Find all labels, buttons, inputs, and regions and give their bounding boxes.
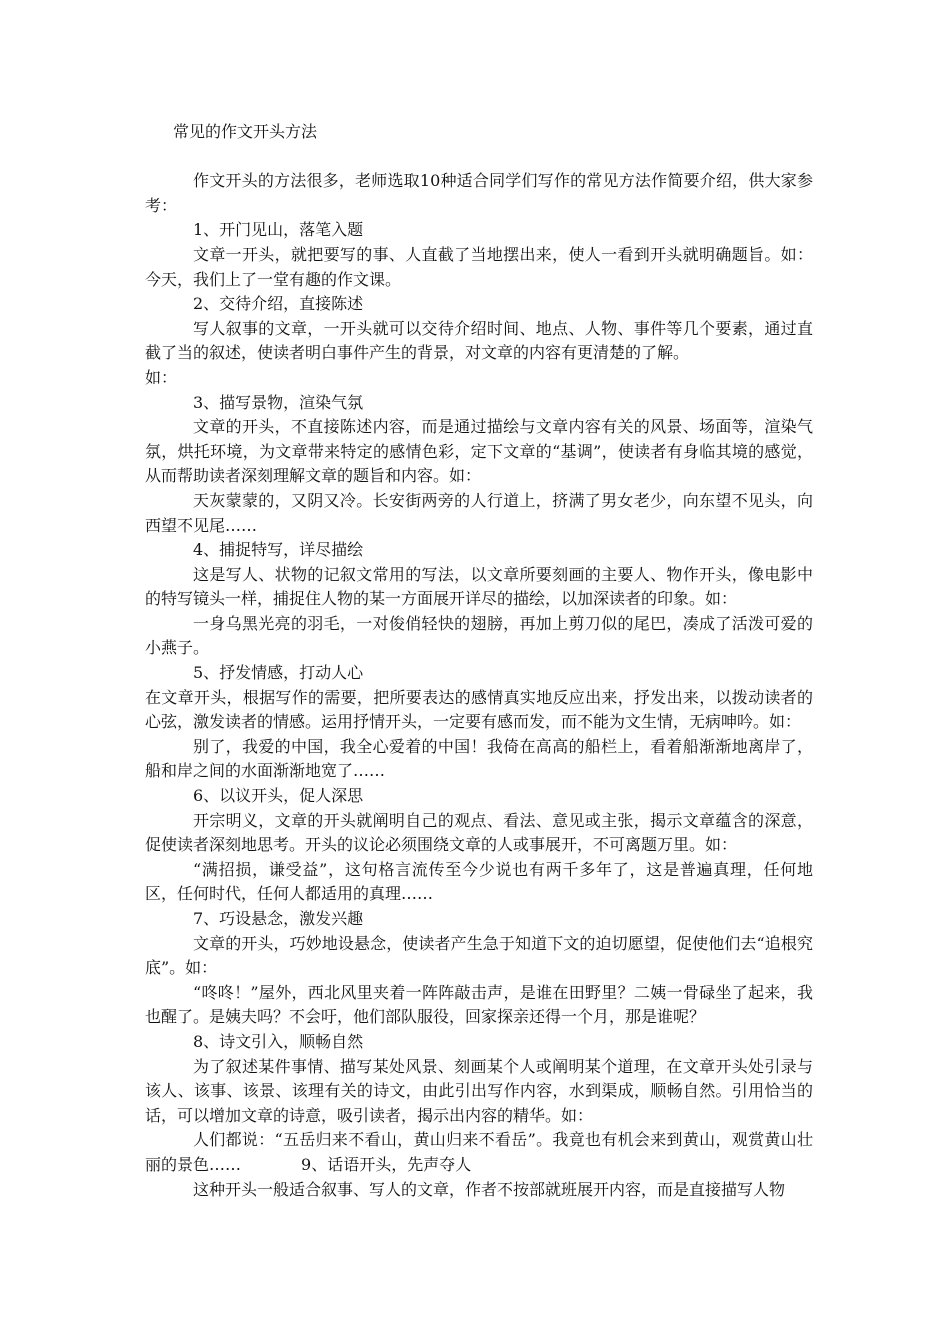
section-9-body: 这种开头一般适合叙事、写人的文章，作者不按部就班展开内容，而是直接描写人物: [193, 1179, 786, 1199]
section-8-heading: 8、诗文引入，顺畅自然: [193, 1031, 364, 1051]
intro-paragraph: 作文开头的方法很多，老师选取10种适合同学们写作的常见方法作简要介绍，供大家参考：: [145, 171, 813, 215]
section-8-body: 为了叙述某件事情、描写某处风景、刻画某个人或阐明某个道理，在文章开头处引录与该人、该事、该景、该理有关的诗文，由此引出写作内容，水到渠成，顺畅自然。引用恰当的话，可以增加文章的诗意，吸引读者，揭示出内容的精华。如：: [145, 1056, 813, 1125]
section-6-heading: 6、以议开头，促人深思: [193, 786, 364, 806]
document-page: [145, 120, 813, 1202]
section-1-body: 文章一开头，就把要写的事、人直截了当地摆出来，使人一看到开头就明确题旨。如：今天，我们上了一堂有趣的作文课。: [145, 244, 813, 289]
section-6-body: 开宗明义，文章的开头就阐明自己的观点、看法、意见或主张，揭示文章蕴含的深意，促使读者深刻地思考。开头的议论必须围绕文章的人或事展开，不可离题万里。如：: [145, 810, 813, 855]
section-8-example-paragraph: [145, 1128, 813, 1177]
section-7-body: 文章的开头，巧妙地设悬念，使读者产生急于知道下文的迫切愿望，促使他们去“追根究底”。如：: [145, 933, 813, 978]
section-6-example: “满招损，谦受益”，这句格言流传至今少说也有两千多年了，这是普遍真理，任何地区，任何时代，任何人都适用的真理……: [145, 859, 813, 904]
section-3-body: 文章的开头，不直接陈述内容，而是通过描绘与文章内容有关的风景、场面等，渲染气氛，烘托环境，为文章带来特定的感情色彩，定下文章的“基调”，使读者有身临其境的感觉，从而帮助读者深刻理解文章的题旨和内容。如：: [145, 417, 813, 486]
section-9-heading: 9、话语开头，先声夺人: [301, 1154, 472, 1174]
section-5-heading: 5、抒发情感，打动人心: [193, 663, 364, 683]
section-7-example: “咚咚！”屋外，西北风里夹着一阵阵敲击声，是谁在田野里？二姨一骨碌坐了起来，我也醒了。是姨夫吗？不会吁，他们部队服役，回家探亲还得一个月，那是谁呢？: [145, 982, 813, 1027]
section-2-heading: 2、交待介绍，直接陈述: [193, 294, 364, 314]
section-4-heading: 4、捕捉特写，详尽描绘: [193, 540, 364, 560]
section-5-body: 在文章开头，根据写作的需要，把所要表达的感情真实地反应出来，抒发出来，以拨动读者的心弦，激发读者的情感。运用抒情开头，一定要有感而发，而不能为文生情，无病呻吟。如：: [145, 687, 813, 732]
section-2-example-label: 如：: [145, 367, 178, 387]
section-8-example: 人们都说：“五岳归来不看山，黄山归来不看岳”。我竟也有机会来到黄山，观赏黄山壮丽的景色……: [145, 1130, 813, 1174]
section-4-body: 这是写人、状物的记叙文常用的写法，以文章所要刻画的主要人、物作开头，像电影中的特写镜头一样，捕捉住人物的某一方面展开详尽的描绘，以加深读者的印象。如：: [145, 564, 813, 609]
section-1-heading: 1、开门见山，落笔入题: [193, 220, 364, 240]
section-4-example: 一身乌黑光亮的羽毛，一对俊俏轻快的翅膀，再加上剪刀似的尾巴，凑成了活泼可爱的小燕子。: [145, 613, 813, 658]
section-3-example: 天灰蒙蒙的，又阴又冷。长安街两旁的人行道上，挤满了男女老少，向东望不见头，向西望不见尾……: [145, 490, 813, 535]
section-3-heading: 3、描写景物，渲染气氛: [193, 392, 364, 412]
section-2-body: 写人叙事的文章，一开头就可以交待介绍时间、地点、人物、事件等几个要素，通过直截了当的叙述，使读者明白事件产生的背景，对文章的内容有更清楚的了解。: [145, 318, 813, 363]
section-5-example: 别了，我爱的中国，我全心爱着的中国！我倚在高高的船栏上，看着船渐渐地离岸了，船和岸之间的水面渐渐地宽了……: [145, 736, 813, 781]
document-title: 常见的作文开头方法: [173, 122, 318, 141]
section-7-heading: 7、巧设悬念，激发兴趣: [193, 909, 364, 928]
blank-line: [145, 145, 813, 170]
